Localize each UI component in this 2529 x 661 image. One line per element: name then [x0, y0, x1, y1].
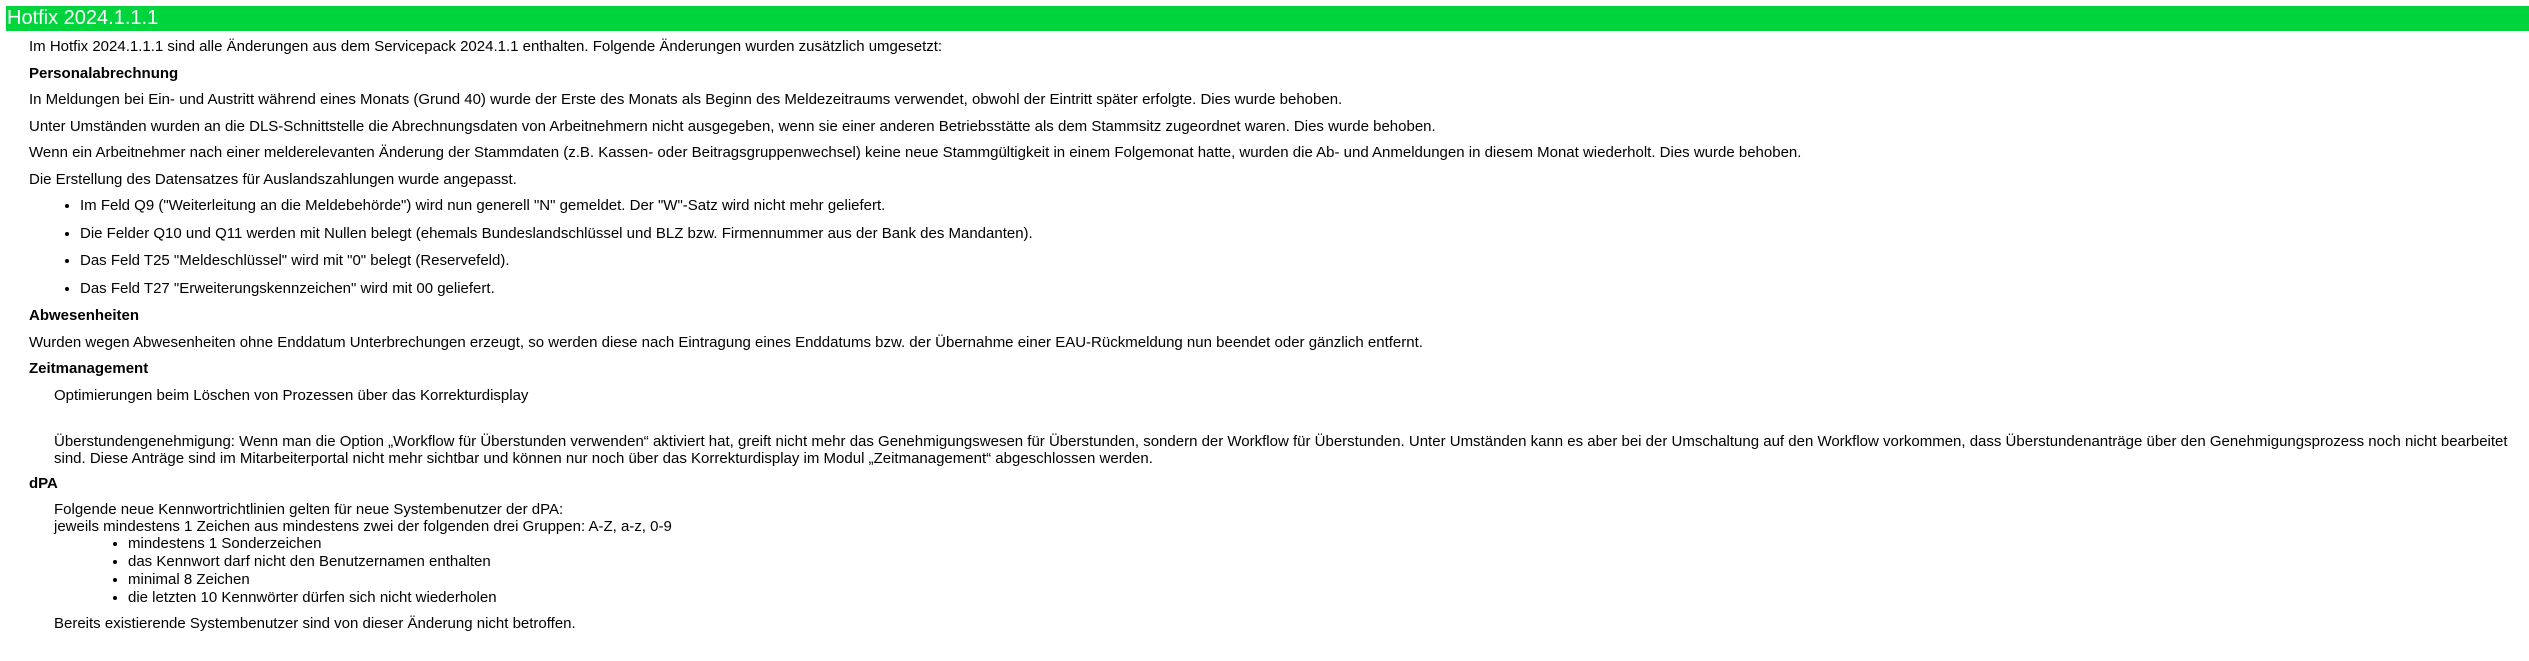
section-heading-zeitmanagement: Zeitmanagement — [29, 360, 149, 377]
list-item: • Im Feld Q9 ("Weiterleitung an die Meldebehörde") wird nun generell "N" gemeldet. Der "W"-Satz wird nicht mehr geliefert. — [80, 197, 2524, 215]
time-item-overtime-approval: Überstundengenehmigung: Wenn man die Option „Workflow für Überstunden verwenden“ aktiviert hat, greift nicht mehr das Genehmigungswesen für Überstunden, sondern der Workflow für Überstunden. Unter Umständen kann es aber bei der Umschaltung auf den Workflow vorkommen, dass Überstundenanträge über den Genehmigungsprozess noch nicht bearbeitet sind. Diese Anträge sind im Mitarbeiterportal nicht mehr sichtbar und können nur noch über das Korrekturdisplay im Modul „Zeitmanagement“ abgeschlossen werden. — [54, 432, 2508, 467]
dpa-bullet-list — [54, 535, 2524, 607]
personal-paragraph: In Meldungen bei Ein- und Austritt während eines Monats (Grund 40) wurde der Erste des Monats als Beginn des Meldezeitraums verwendet, obwohl der Eintritt später erfolgte. Dies wurde behoben. — [29, 91, 1343, 108]
dpa-footer-note: Bereits existierende Systembenutzer sind von dieser Änderung nicht betroffen. — [54, 615, 576, 632]
list-item: • das Kennwort darf nicht den Benutzernamen enthalten — [128, 553, 2524, 571]
list-item: • mindestens 1 Sonderzeichen — [128, 535, 2524, 553]
time-item-optimization: Optimierungen beim Löschen von Prozessen über das Korrekturdisplay — [54, 386, 529, 404]
section-heading-dpa: dPA — [29, 474, 58, 492]
list-item: • Die Felder Q10 und Q11 werden mit Nullen belegt (ehemals Bundeslandschlüssel und BLZ bzw. Firmennummer aus der Bank des Mandanten). — [80, 225, 2524, 243]
section-heading-abwesenheiten: Abwesenheiten — [29, 307, 140, 324]
list-item: • Das Feld T25 "Meldeschlüssel" wird mit "0" belegt (Reservefeld). — [80, 252, 2524, 270]
release-notes-content — [29, 38, 2524, 632]
personal-paragraph: Unter Umständen wurden an die DLS-Schnittstelle die Abrechnungsdaten von Arbeitnehmern nicht ausgegeben, wenn sie einer anderen Betriebsstätte als dem Stammsitz zugeordnet waren. Dies wurde behoben. — [29, 117, 1436, 135]
dpa-password-policy — [54, 501, 2524, 632]
list-item: • die letzten 10 Kennwörter dürfen sich nicht wiederholen — [128, 589, 2524, 607]
dpa-policy-intro: Folgende neue Kennwortrichtlinien gelten für neue Systembenutzer der dPA: — [54, 501, 564, 518]
personal-paragraph: Wenn ein Arbeitnehmer nach einer melderelevanten Änderung der Stammdaten (z.B. Kassen- oder Beitragsgruppenwechsel) keine neue Stammgültigkeit in einem Folgemonat hatte, wurden die Ab- und Anmeldungen in diesem Monat wiederholt. Dies wurde behoben. — [29, 144, 1802, 161]
list-item: • Das Feld T27 "Erweiterungskennzeichen" wird mit 00 geliefert. — [80, 280, 2524, 298]
absences-paragraph: Wurden wegen Abwesenheiten ohne Enddatum Unterbrechungen erzeugt, so werden diese nach Eintragung eines Enddatums bzw. der Übernahme einer EAU-Rückmeldung nun beendet oder gänzlich entfernt. — [29, 333, 1423, 351]
personal-paragraph: Die Erstellung des Datensatzes für Auslandszahlungen wurde angepasst. — [29, 170, 517, 188]
list-item: • minimal 8 Zeichen — [128, 571, 2524, 589]
intro-text: Im Hotfix 2024.1.1.1 sind alle Änderungen aus dem Servicepack 2024.1.1 enthalten. Folgende Änderungen wurden zusätzlich umgesetzt: — [29, 38, 943, 55]
dpa-policy-groups: jeweils mindestens 1 Zeichen aus mindestens zwei der folgenden drei Gruppen: A-Z, a-z, 0-9 — [54, 518, 672, 535]
section-heading-personalabrechnung: Personalabrechnung — [29, 64, 179, 82]
personal-bullet-list — [29, 197, 2524, 298]
hotfix-title: Hotfix 2024.1.1.1 — [7, 7, 159, 29]
hotfix-title-bar — [6, 6, 2529, 31]
